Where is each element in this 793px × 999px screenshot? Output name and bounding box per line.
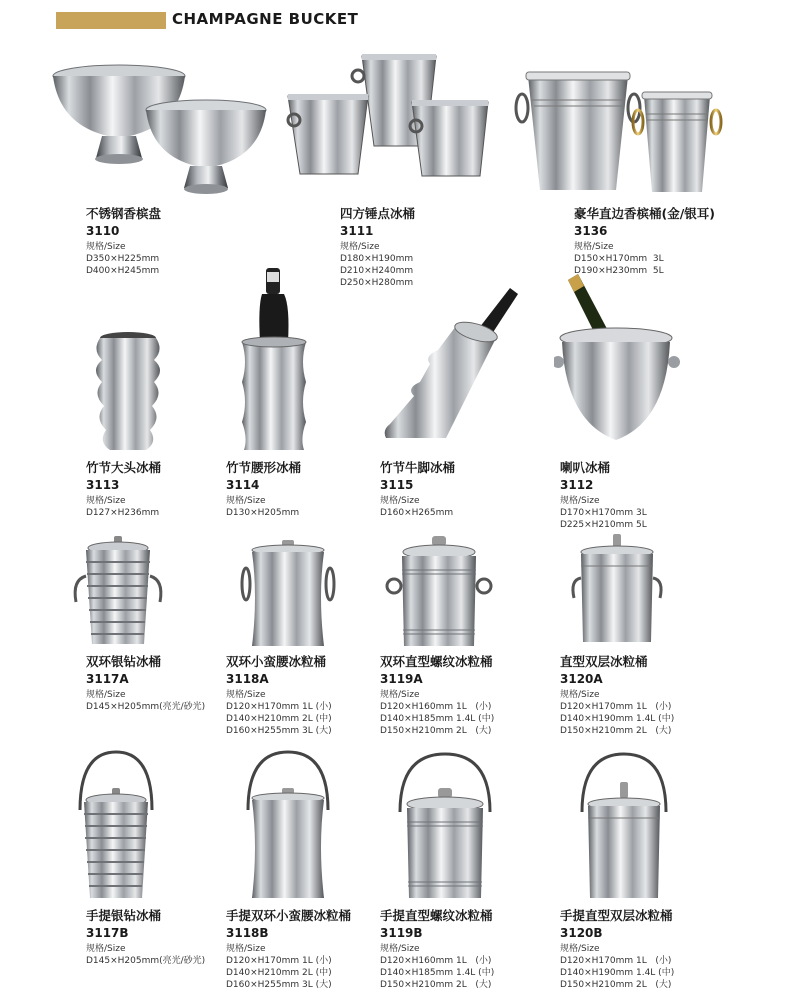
product-image-3112 — [554, 272, 684, 444]
size-line: D130×H205mm — [226, 508, 300, 518]
product-code: 3118B — [226, 926, 269, 940]
product-code: 3110 — [86, 224, 120, 238]
straight-threaded-ice-bucket-with-handle-icon — [390, 752, 500, 902]
size-line: D150×H170mm 3L — [574, 254, 664, 264]
product-image-3120B — [572, 752, 676, 902]
product-image-3115 — [380, 284, 530, 444]
size-label: 规格/Size — [86, 690, 126, 700]
product-name: 豪华直边香槟桶(金/银耳) — [574, 206, 715, 221]
size-line: D120×H170mm 1L (小) — [226, 702, 332, 712]
size-line: D145×H205mm(亮光/砂光) — [86, 702, 206, 712]
size-label: 规格/Size — [380, 944, 420, 954]
size-line: D140×H185mm 1.4L (中) — [380, 968, 495, 978]
size-label: 规格/Size — [226, 690, 266, 700]
product-code: 3114 — [226, 478, 260, 492]
size-line: D120×H160mm 1L (小) — [380, 956, 492, 966]
product-image-3120A — [566, 534, 670, 646]
product-name: 双环小蛮腰冰粒桶 — [226, 654, 327, 669]
size-line: D150×H210mm 2L (大) — [560, 726, 672, 736]
size-label: 规格/Size — [560, 496, 600, 506]
product-3111 — [340, 206, 540, 289]
bamboo-waist-bucket-icon — [236, 266, 316, 454]
double-wall-ice-bucket-with-handle-icon — [572, 752, 676, 902]
header-accent-bar — [56, 12, 166, 29]
product-3112 — [560, 460, 760, 531]
size-line: D400×H245mm — [86, 266, 160, 276]
size-label: 规格/Size — [86, 242, 126, 252]
size-label: 规格/Size — [380, 690, 420, 700]
size-line: D120×H170mm 1L (小) — [560, 956, 672, 966]
size-line: D150×H210mm 2L (大) — [380, 980, 492, 990]
size-line: D170×H170mm 3L — [560, 508, 647, 518]
product-3115 — [380, 460, 580, 519]
product-name: 竹节腰形冰桶 — [226, 460, 302, 475]
product-name: 不锈钢香槟盘 — [86, 206, 162, 221]
slanted-bamboo-bucket-icon — [380, 284, 530, 444]
size-line: D140×H210mm 2L (中) — [226, 714, 332, 724]
square-bucket-icon — [288, 94, 368, 174]
product-image-3118A — [240, 540, 336, 650]
size-line: D160×H255mm 3L (大) — [226, 980, 332, 990]
product-code: 3115 — [380, 478, 414, 492]
product-image-3119B — [390, 752, 500, 902]
champagne-bucket-silver-icon — [516, 72, 640, 190]
product-code: 3113 — [86, 478, 120, 492]
product-code: 3119A — [380, 672, 423, 686]
horn-bucket-icon — [554, 272, 684, 444]
ribbed-ice-bucket-icon — [68, 536, 168, 648]
product-image-3114 — [236, 266, 316, 454]
product-code: 3119B — [380, 926, 423, 940]
product-name: 双环直型螺纹冰粒桶 — [380, 654, 493, 669]
size-label: 规格/Size — [380, 496, 420, 506]
size-label: 规格/Size — [560, 690, 600, 700]
product-3119A — [380, 654, 580, 737]
product-name: 手提双环小蛮腰冰粒桶 — [226, 908, 352, 923]
waist-ice-bucket-icon — [240, 540, 336, 650]
product-code: 3117A — [86, 672, 129, 686]
size-label: 规格/Size — [574, 242, 614, 252]
product-code: 3120B — [560, 926, 603, 940]
size-line: D145×H205mm(亮光/砂光) — [86, 956, 206, 966]
product-image-3117B — [66, 750, 166, 902]
size-label: 规格/Size — [226, 944, 266, 954]
straight-threaded-ice-bucket-icon — [384, 536, 494, 650]
product-image-3111 — [284, 50, 494, 182]
waist-ice-bucket-with-handle-icon — [238, 750, 338, 902]
product-3120B — [560, 908, 760, 991]
product-name: 双环银钻冰桶 — [86, 654, 162, 669]
product-code: 3120A — [560, 672, 603, 686]
ribbed-ice-bucket-with-handle-icon — [66, 750, 166, 902]
size-line: D160×H255mm 3L (大) — [226, 726, 332, 736]
bowl-small-icon — [146, 100, 266, 194]
product-name: 手提直型螺纹冰粒桶 — [380, 908, 493, 923]
product-name: 竹节牛脚冰桶 — [380, 460, 456, 475]
size-line: D250×H280mm — [340, 278, 414, 288]
size-line: D350×H225mm — [86, 254, 160, 264]
size-label: 规格/Size — [86, 944, 126, 954]
size-line: D150×H210mm 2L (大) — [560, 980, 672, 990]
product-image-3119A — [384, 536, 494, 650]
size-line: D120×H170mm 1L (小) — [226, 956, 332, 966]
square-bucket-icon — [410, 100, 488, 176]
size-line: D190×H230mm 5L — [574, 266, 664, 276]
size-line: D150×H210mm 2L (大) — [380, 726, 492, 736]
size-line: D140×H190mm 1.4L (中) — [560, 714, 675, 724]
bamboo-bucket-icon — [88, 330, 168, 454]
product-image-3136 — [514, 70, 734, 196]
page-title: CHAMPAGNE BUCKET — [172, 10, 359, 28]
size-line: D160×H265mm — [380, 508, 454, 518]
product-3119B — [380, 908, 580, 991]
size-label: 规格/Size — [560, 944, 600, 954]
product-name: 竹节大头冰桶 — [86, 460, 162, 475]
size-label: 规格/Size — [226, 496, 266, 506]
product-code: 3117B — [86, 926, 129, 940]
product-image-3117A — [68, 536, 168, 648]
size-line: D225×H210mm 5L — [560, 520, 647, 530]
product-image-3113 — [88, 330, 168, 454]
product-name: 手提银钻冰桶 — [86, 908, 162, 923]
product-name: 喇叭冰桶 — [560, 460, 611, 475]
product-name: 四方锤点冰桶 — [340, 206, 416, 221]
double-wall-ice-bucket-icon — [566, 534, 670, 646]
size-label: 规格/Size — [340, 242, 380, 252]
product-3120A — [560, 654, 760, 737]
size-line: D180×H190mm — [340, 254, 414, 264]
champagne-bucket-gold-icon — [633, 92, 721, 192]
size-line: D127×H236mm — [86, 508, 160, 518]
size-line: D210×H240mm — [340, 266, 414, 276]
product-name: 手提直型双层冰粒桶 — [560, 908, 673, 923]
size-line: D140×H210mm 2L (中) — [226, 968, 332, 978]
size-line: D120×H160mm 1L (小) — [380, 702, 492, 712]
product-code: 3111 — [340, 224, 374, 238]
product-code: 3112 — [560, 478, 594, 492]
product-image-3110 — [52, 60, 272, 200]
product-code: 3118A — [226, 672, 269, 686]
size-label: 规格/Size — [86, 496, 126, 506]
product-image-3118B — [238, 750, 338, 902]
size-line: D140×H185mm 1.4L (中) — [380, 714, 495, 724]
product-name: 直型双层冰粒桶 — [560, 654, 648, 669]
product-code: 3136 — [574, 224, 608, 238]
size-line: D140×H190mm 1.4L (中) — [560, 968, 675, 978]
product-3136 — [574, 206, 774, 277]
size-line: D120×H170mm 1L (小) — [560, 702, 672, 712]
